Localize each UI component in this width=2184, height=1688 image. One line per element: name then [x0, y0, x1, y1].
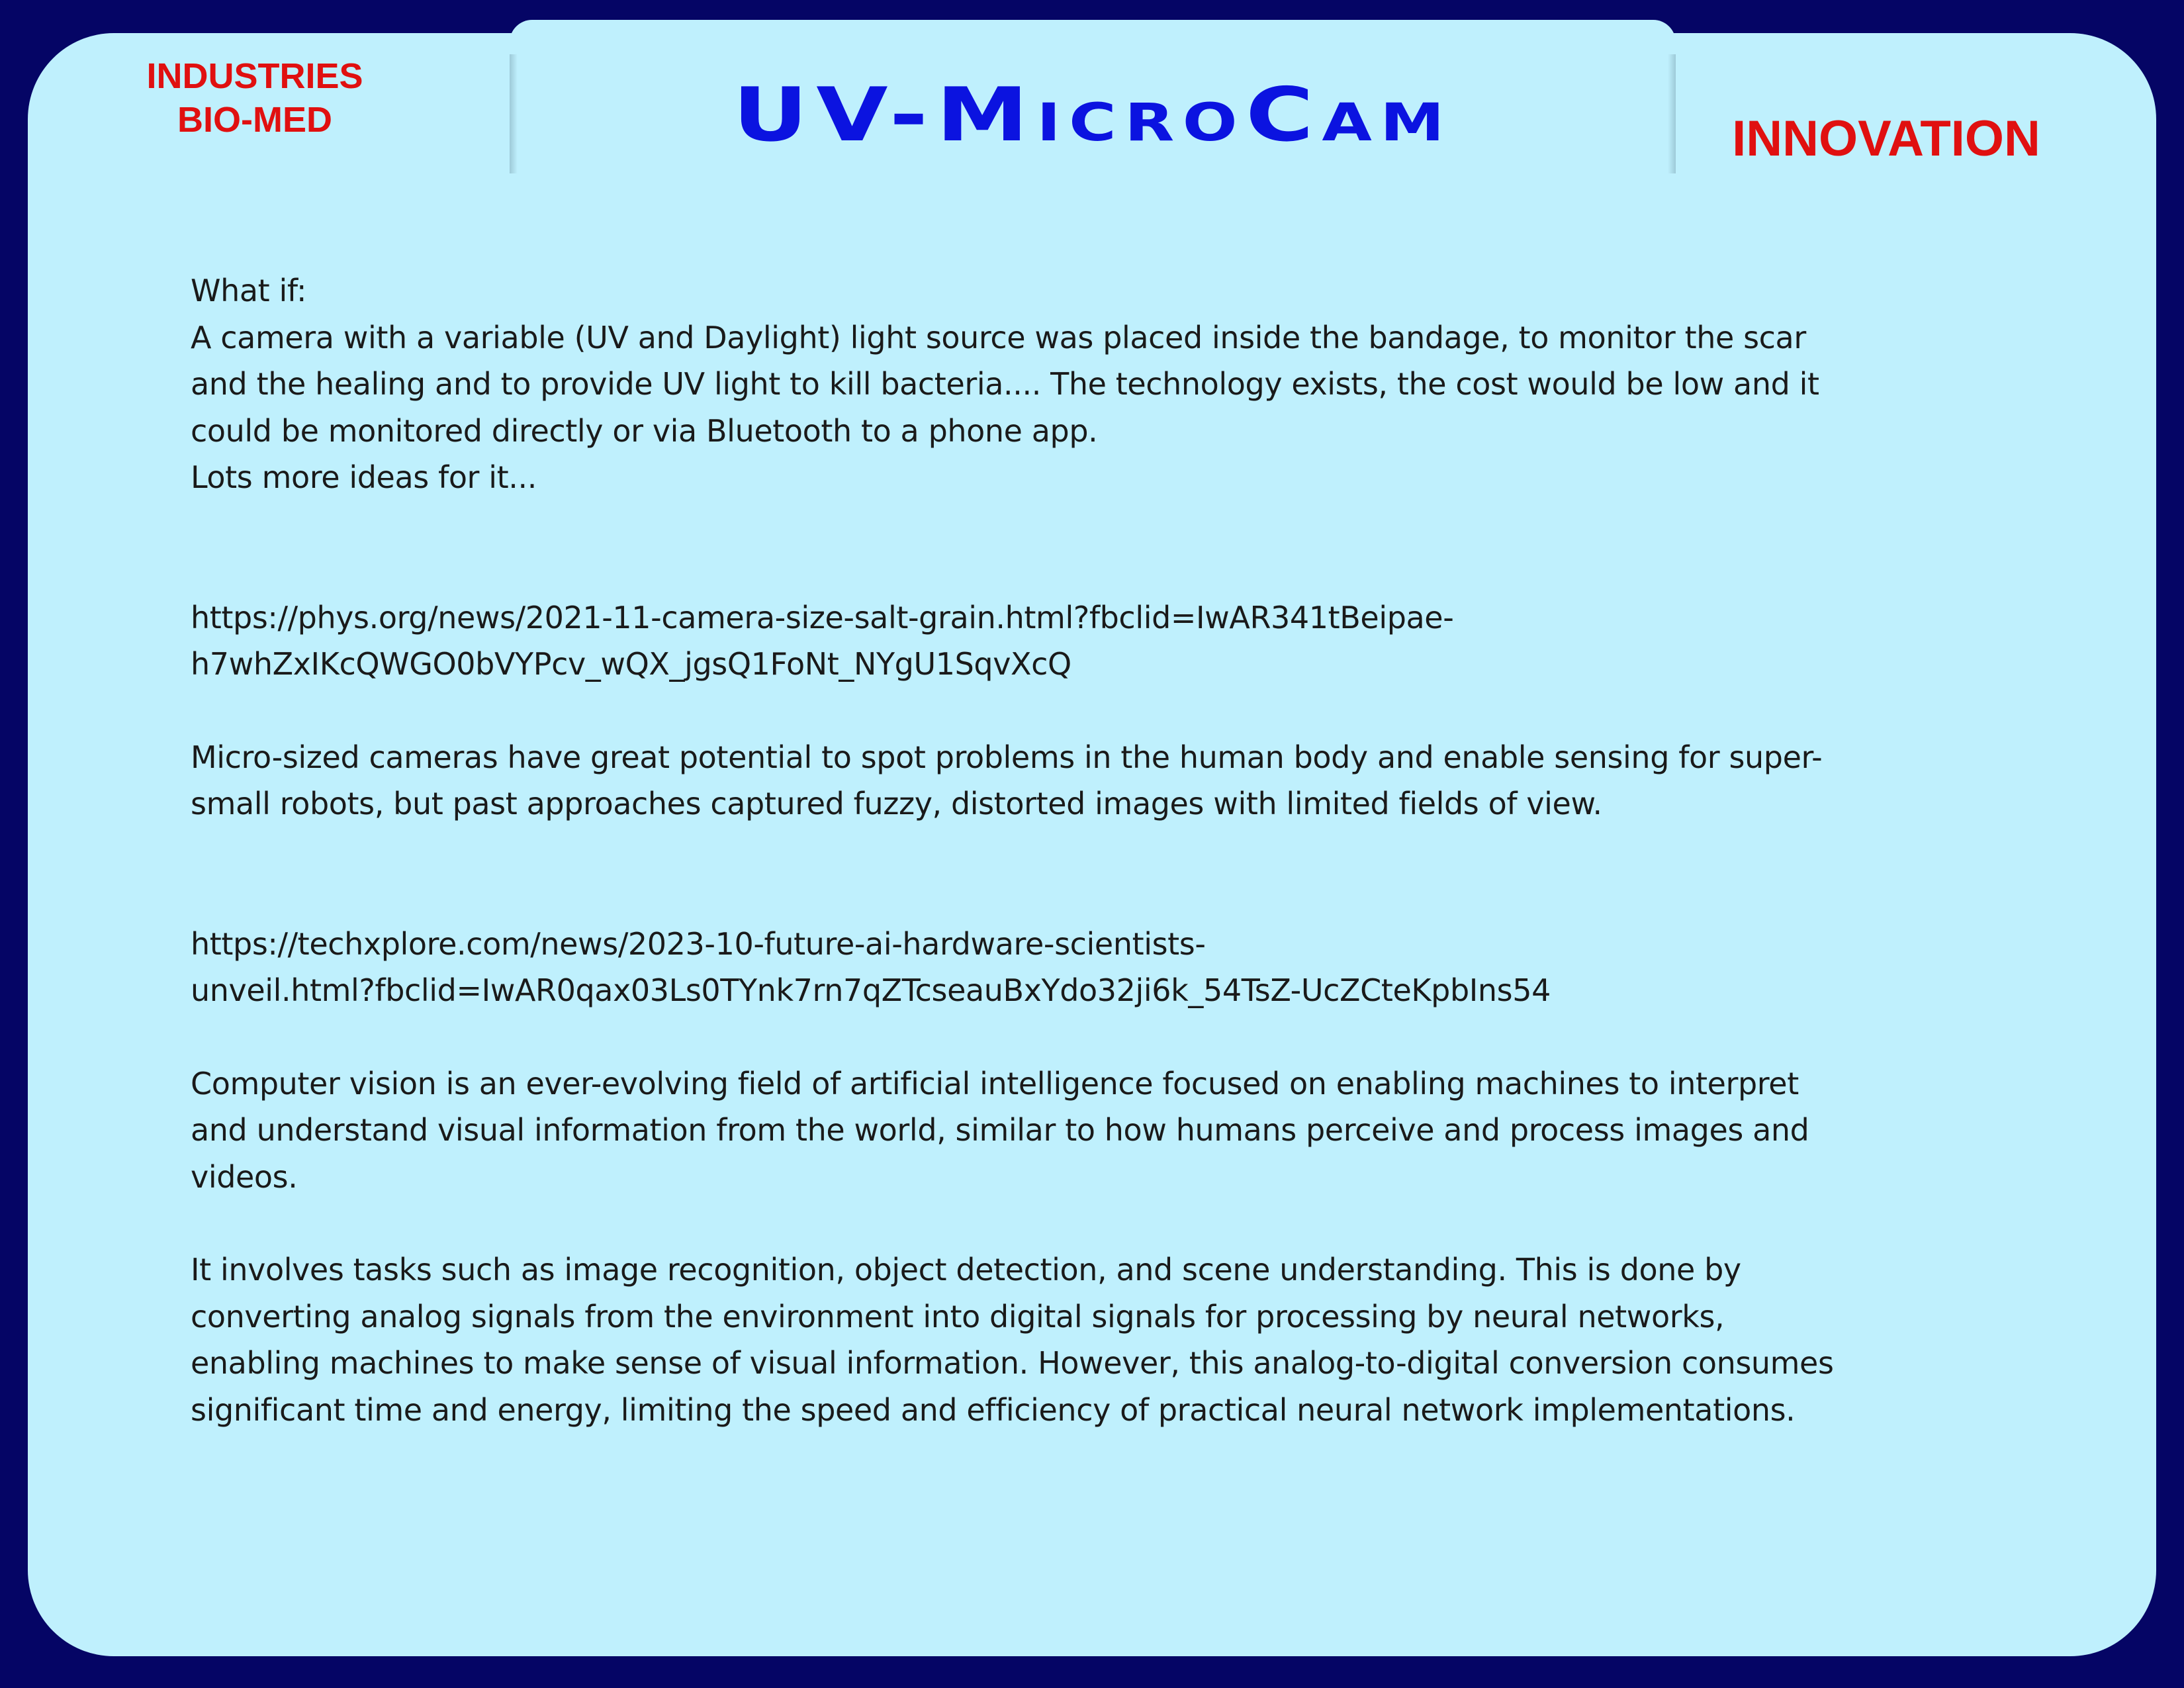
intro-line: A camera with a variable (UV and Daylight) light source was placed inside the bandage, to monitor the scar — [191, 319, 1806, 355]
source-link-techxplore[interactable] — [191, 921, 1951, 1014]
paragraph-analog-digital — [191, 1246, 1951, 1433]
paragraph-line: Micro-sized cameras have great potential to spot problems in the human body and enable sensing for super- — [191, 739, 1823, 775]
paragraph-micro-cameras — [191, 734, 1951, 827]
title-tab — [510, 20, 1676, 159]
paragraph-line: and understand visual information from the world, similar to how humans perceive and process images and — [191, 1112, 1809, 1148]
paragraph-line: It involves tasks such as image recognition, object detection, and scene understanding. This is done by — [191, 1252, 1741, 1288]
intro-line: could be monitored directly or via Bluetooth to a phone app. — [191, 412, 1098, 449]
paragraph-line: significant time and energy, limiting the speed and efficiency of practical neural network implementations. — [191, 1391, 1796, 1428]
body-text — [191, 267, 1951, 1433]
intro-heading: What if: — [191, 273, 307, 308]
page-title: UV-MicroCam — [733, 72, 1453, 158]
paragraph-line: enabling machines to make sense of visual information. However, this analog-to-digital conversion consumes — [191, 1345, 1834, 1381]
intro-line: and the healing and to provide UV light to kill bacteria.... The technology exists, the cost would be low and it — [191, 366, 1819, 402]
link-line: unveil.html?fbclid=IwAR0qax03Ls0TYnk7rn7qZTcseauBxYdo32ji6k_54TsZ-UcZCteKpbIns54 — [191, 972, 1551, 1008]
paragraph-line: converting analog signals from the environment into digital signals for processing by neural networks, — [191, 1298, 1725, 1335]
paragraph-line: Computer vision is an ever-evolving field of artificial intelligence focused on enabling machines to interpret — [191, 1065, 1799, 1102]
link-line: https://phys.org/news/2021-11-camera-size-salt-grain.html?fbclid=IwAR341tBeipae- — [191, 599, 1454, 635]
source-link-phys[interactable] — [191, 594, 1951, 688]
industry-tag — [119, 54, 390, 142]
industry-tag-line2: BIO-MED — [177, 100, 332, 140]
intro-block — [191, 267, 1951, 501]
industry-tag-line1: INDUSTRIES — [146, 56, 363, 96]
paragraph-line: small robots, but past approaches captured fuzzy, distorted images with limited fields of view. — [191, 786, 1602, 821]
link-line: h7whZxIKcQWGO0bVYPcv_wQX_jgsQ1FoNt_NYgU1SqvXcQ — [191, 646, 1071, 682]
intro-line: Lots more ideas for it... — [191, 459, 537, 495]
paragraph-line: videos. — [191, 1158, 298, 1195]
paragraph-computer-vision — [191, 1060, 1951, 1201]
link-line: https://techxplore.com/news/2023-10-future-ai-hardware-scientists- — [191, 925, 1206, 962]
innovation-tag: INNOVATION — [1732, 111, 2040, 167]
